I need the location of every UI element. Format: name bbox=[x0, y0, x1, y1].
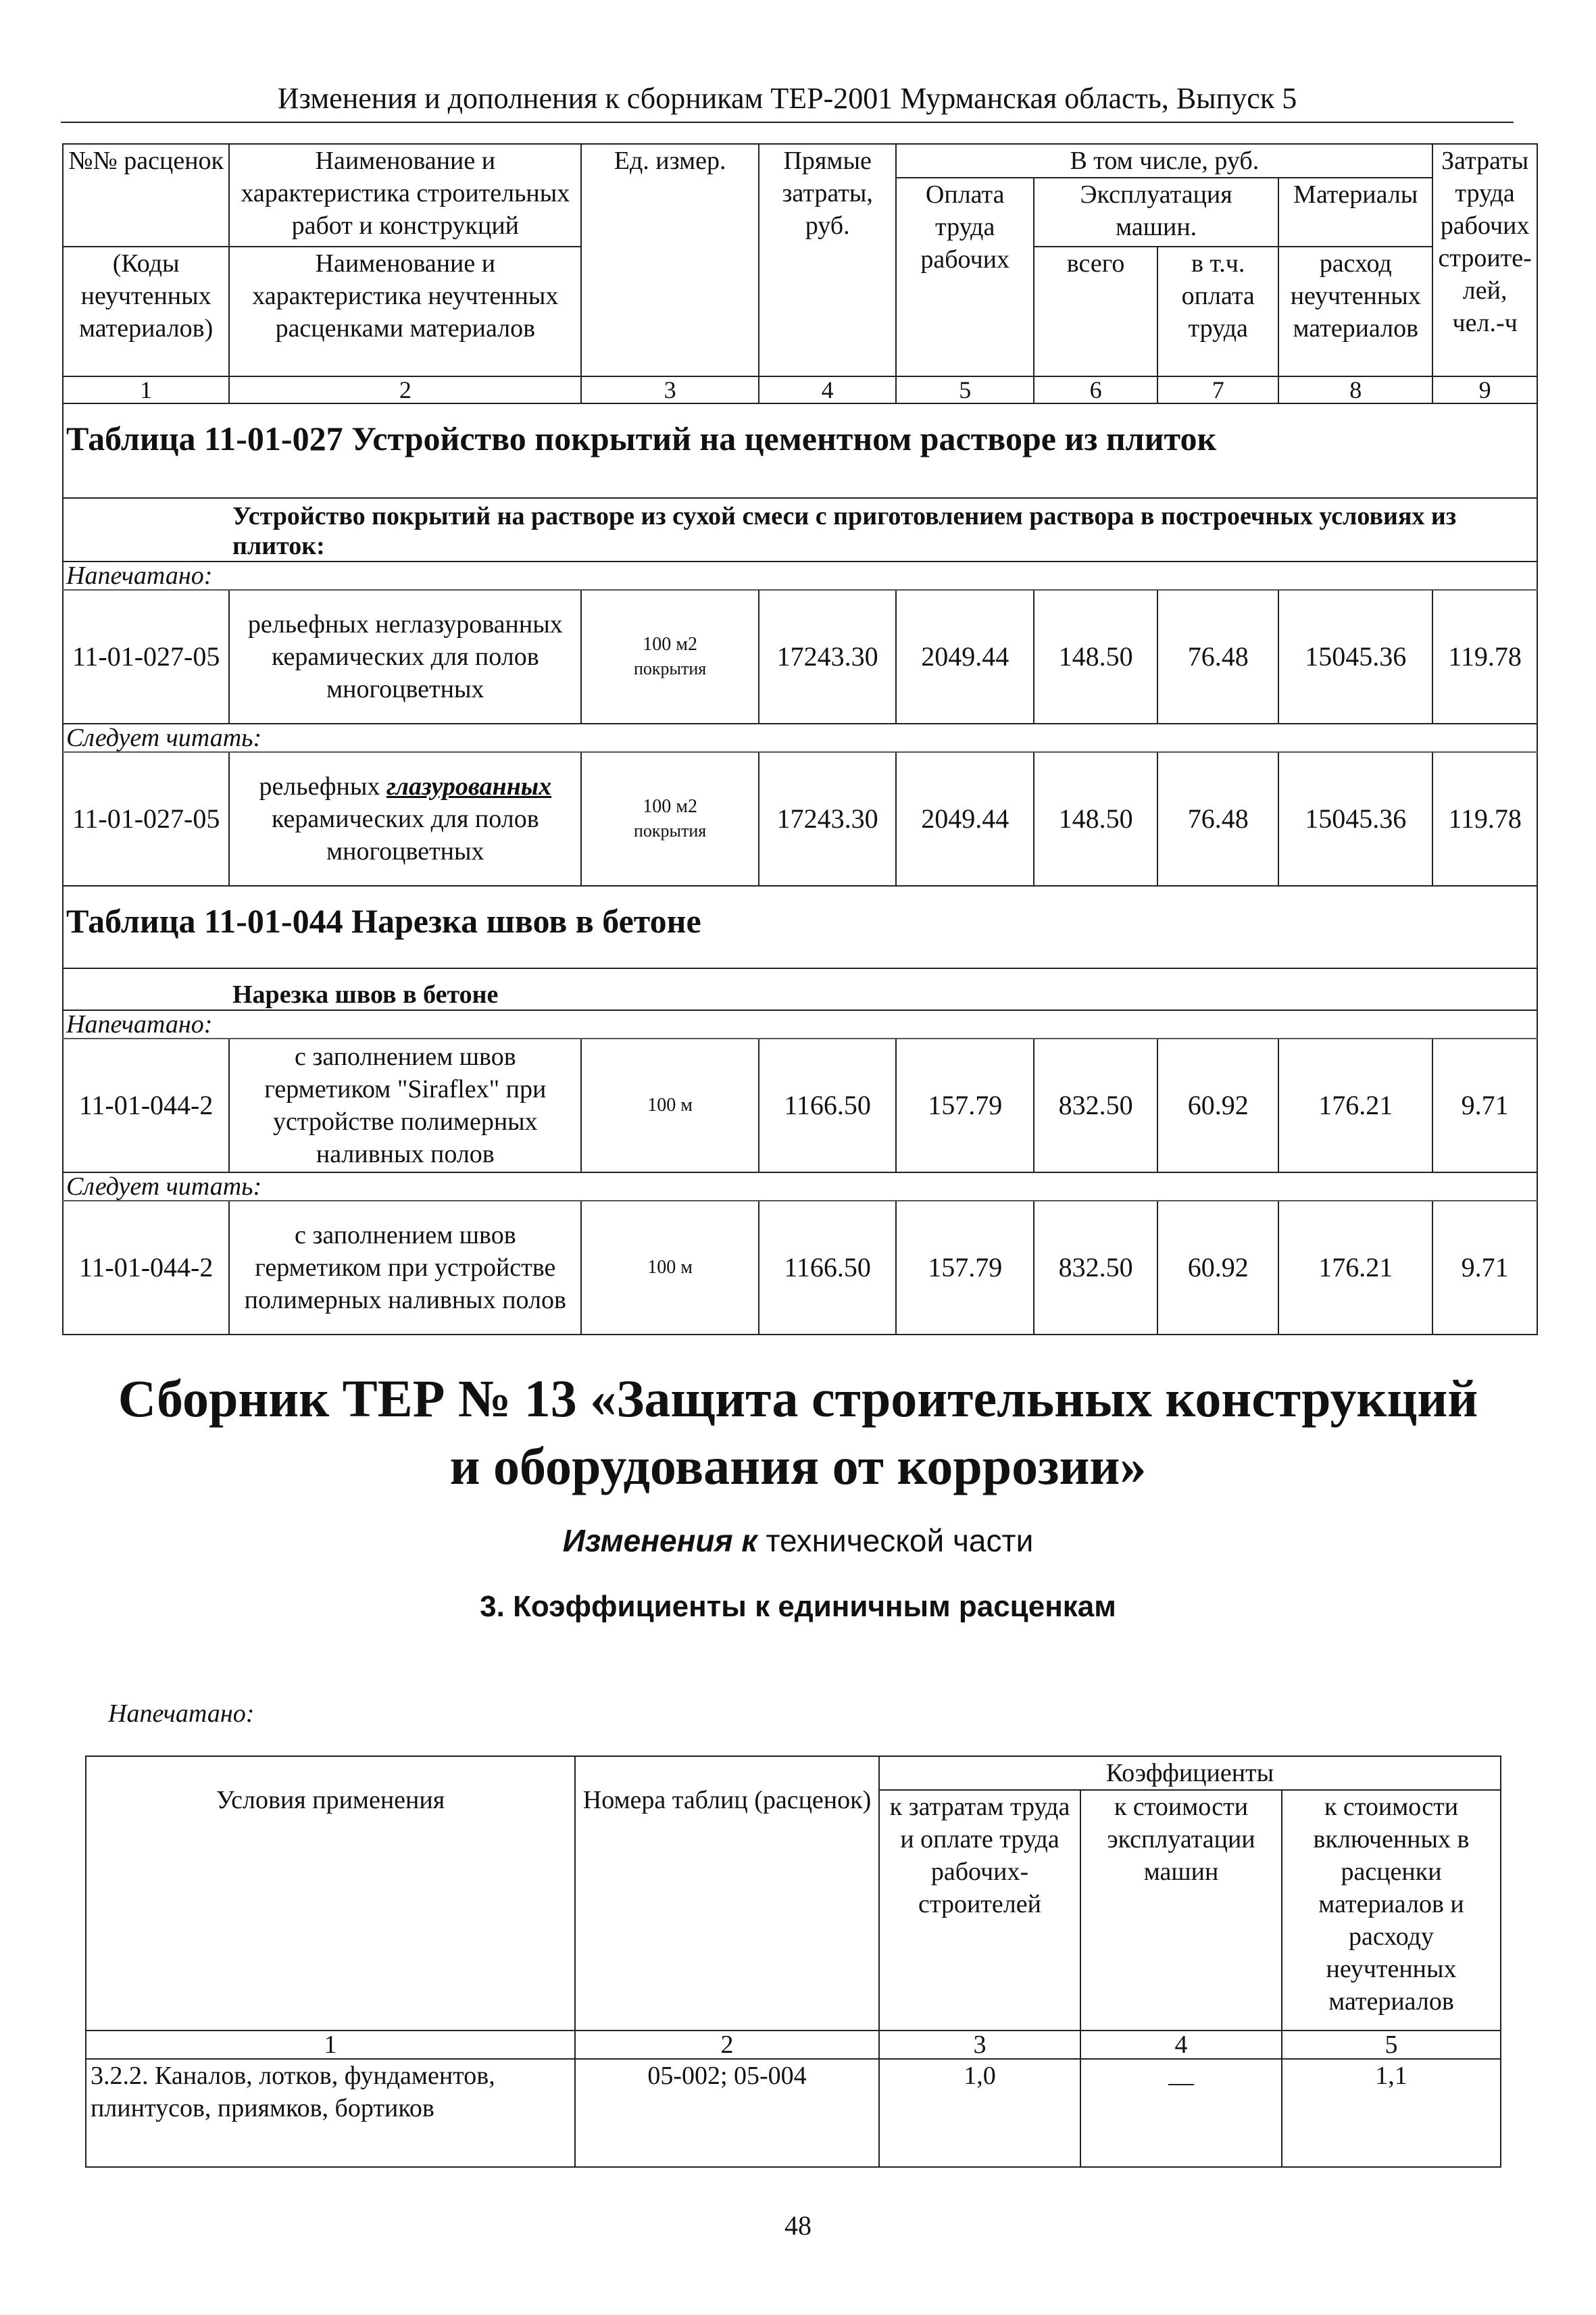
col-header-labor: Оплата труда рабочих bbox=[896, 178, 1034, 376]
section-heading: Нарезка швов в бетоне bbox=[63, 968, 1537, 1010]
table-row bbox=[63, 1201, 1537, 1335]
col-header-codes-unaccounted: (Коды неучтенных материалов) bbox=[63, 247, 229, 376]
col-header-group: В том числе, руб. bbox=[896, 144, 1432, 178]
rate-unit: 100 м2 покрытия bbox=[581, 752, 759, 886]
rate-machines: 148.50 bbox=[1034, 590, 1157, 724]
rate-machines-labor: 60.92 bbox=[1157, 1039, 1278, 1172]
col-header-exploitation: Эксплуатация машин. bbox=[1034, 178, 1278, 247]
col-header-unit: Ед. измер. bbox=[581, 144, 759, 376]
rate-labor-hours: 119.78 bbox=[1432, 752, 1537, 886]
rate-materials: 15045.36 bbox=[1278, 590, 1432, 724]
printed-label: Напечатано: bbox=[63, 1010, 1537, 1039]
coefficients-heading: 3. Коэффициенты к единичным расценкам bbox=[480, 1590, 1116, 1623]
tables-cell: 05-002; 05-004 bbox=[575, 2059, 879, 2167]
page-number: 48 bbox=[784, 2210, 812, 2241]
rate-name: с заполнением швов герметиком "Siraflex" при устройстве полимерных наливных полов bbox=[229, 1039, 581, 1172]
col-header-direct: Прямые затраты, руб. bbox=[759, 144, 897, 376]
col-header-labor-coeff: к затратам труда и оплате труда рабочих-строителей bbox=[879, 1790, 1080, 2031]
rates-table bbox=[62, 143, 1538, 1335]
rate-name: рельефных глазурованных керамических для полов многоцветных bbox=[229, 752, 581, 886]
condition-cell: 3.2.2. Каналов, лотков, фундаментов, плинтусов, приямков, бортиков bbox=[86, 2059, 575, 2167]
col-header-materials: Материалы bbox=[1278, 178, 1432, 247]
materials-coeff-cell: 1,1 bbox=[1282, 2059, 1501, 2167]
table-title: Таблица 11-01-027 Устройство покрытий на цементном растворе из плиток bbox=[63, 403, 1537, 498]
table-title: Таблица 11-01-044 Нарезка швов в бетоне bbox=[63, 886, 1537, 968]
rate-name: с заполнением швов герметиком при устройстве полимерных наливных полов bbox=[229, 1201, 581, 1335]
rate-labor: 157.79 bbox=[896, 1039, 1034, 1172]
emphasized-word: глазурованных bbox=[386, 772, 552, 801]
table-row bbox=[63, 1039, 1537, 1172]
printed-label: Напечатано: bbox=[108, 1699, 255, 1728]
rate-machines: 148.50 bbox=[1034, 752, 1157, 886]
col-header-machines-total: всего bbox=[1034, 247, 1157, 376]
rate-direct: 1166.50 bbox=[759, 1039, 897, 1172]
col-number: 1 bbox=[63, 376, 229, 403]
changes-heading: Изменения к технической части bbox=[562, 1523, 1034, 1558]
read-as-label: Следует читать: bbox=[63, 724, 1537, 752]
col-number: 2 bbox=[575, 2031, 879, 2059]
col-header-labor-hours: Затраты труда рабочих строите-лей, чел.-ч bbox=[1432, 144, 1537, 376]
rate-labor-hours: 9.71 bbox=[1432, 1201, 1537, 1335]
col-number: 4 bbox=[1080, 2031, 1282, 2059]
rate-name: рельефных неглазурованных керамических для полов многоцветных bbox=[229, 590, 581, 724]
rate-machines-labor: 60.92 bbox=[1157, 1201, 1278, 1335]
printed-label: Напечатано: bbox=[63, 562, 1537, 590]
rate-labor-hours: 9.71 bbox=[1432, 1039, 1537, 1172]
col-header-machines-labor: в т.ч. оплата труда bbox=[1157, 247, 1278, 376]
rate-code: 11-01-044-2 bbox=[63, 1039, 229, 1172]
col-number: 6 bbox=[1034, 376, 1157, 403]
col-header-materials-consumption: расход неучтенных материалов bbox=[1278, 247, 1432, 376]
section-heading: Устройство покрытий на растворе из сухой смеси с приготовлением раствора в построечных условиях из плиток: bbox=[63, 498, 1537, 562]
col-number: 4 bbox=[759, 376, 897, 403]
rate-direct: 1166.50 bbox=[759, 1201, 897, 1335]
col-number: 1 bbox=[86, 2031, 575, 2059]
rate-materials: 176.21 bbox=[1278, 1039, 1432, 1172]
col-number: 3 bbox=[581, 376, 759, 403]
col-number: 7 bbox=[1157, 376, 1278, 403]
col-header-tables: Номера таблиц (расценок) bbox=[575, 1756, 879, 2031]
rate-code: 11-01-027-05 bbox=[63, 590, 229, 724]
col-number: 9 bbox=[1432, 376, 1537, 403]
rate-unit: 100 м bbox=[581, 1201, 759, 1335]
col-header-codes: №№ расценок bbox=[63, 144, 229, 247]
rate-machines: 832.50 bbox=[1034, 1039, 1157, 1172]
rate-code: 11-01-027-05 bbox=[63, 752, 229, 886]
col-header-coefficients: Коэффициенты bbox=[879, 1756, 1501, 1790]
rate-labor: 2049.44 bbox=[896, 590, 1034, 724]
rate-unit: 100 м2 покрытия bbox=[581, 590, 759, 724]
col-number: 2 bbox=[229, 376, 581, 403]
rate-direct: 17243.30 bbox=[759, 590, 897, 724]
labor-coeff-cell: 1,0 bbox=[879, 2059, 1080, 2167]
rate-materials: 176.21 bbox=[1278, 1201, 1432, 1335]
col-header-materials-coeff: к стоимости включенных в расценки материалов и расходу неучтенных материалов bbox=[1282, 1790, 1501, 2031]
table-row bbox=[63, 590, 1537, 724]
col-header-name: Наименование и характеристика строительных работ и конструкций bbox=[229, 144, 581, 247]
col-number: 5 bbox=[896, 376, 1034, 403]
coefficients-table bbox=[85, 1756, 1501, 2168]
read-as-label: Следует читать: bbox=[63, 1172, 1537, 1201]
rate-machines-labor: 76.48 bbox=[1157, 590, 1278, 724]
table-row bbox=[86, 2059, 1501, 2167]
col-number: 5 bbox=[1282, 2031, 1501, 2059]
collection-title: Сборник ТЕР № 13 «Защита строительных конструкций и оборудования от коррозии» bbox=[118, 1369, 1478, 1495]
col-header-name-unaccounted: Наименование и характеристика неучтенных расценками материалов bbox=[229, 247, 581, 376]
rate-direct: 17243.30 bbox=[759, 752, 897, 886]
table-row bbox=[63, 752, 1537, 886]
rate-materials: 15045.36 bbox=[1278, 752, 1432, 886]
rate-machines: 832.50 bbox=[1034, 1201, 1157, 1335]
col-header-machines-coeff: к стоимости эксплуатации машин bbox=[1080, 1790, 1282, 2031]
rate-code: 11-01-044-2 bbox=[63, 1201, 229, 1335]
rate-labor-hours: 119.78 bbox=[1432, 590, 1537, 724]
machines-coeff-cell: — bbox=[1080, 2059, 1282, 2167]
col-number: 3 bbox=[879, 2031, 1080, 2059]
rate-labor: 2049.44 bbox=[896, 752, 1034, 886]
rate-unit: 100 м bbox=[581, 1039, 759, 1172]
rate-labor: 157.79 bbox=[896, 1201, 1034, 1335]
col-number: 8 bbox=[1278, 376, 1432, 403]
rate-machines-labor: 76.48 bbox=[1157, 752, 1278, 886]
page-header: Изменения и дополнения к сборникам ТЕР-2001 Мурманская область, Выпуск 5 bbox=[61, 80, 1514, 123]
col-header-conditions: Условия применения bbox=[86, 1756, 575, 2031]
